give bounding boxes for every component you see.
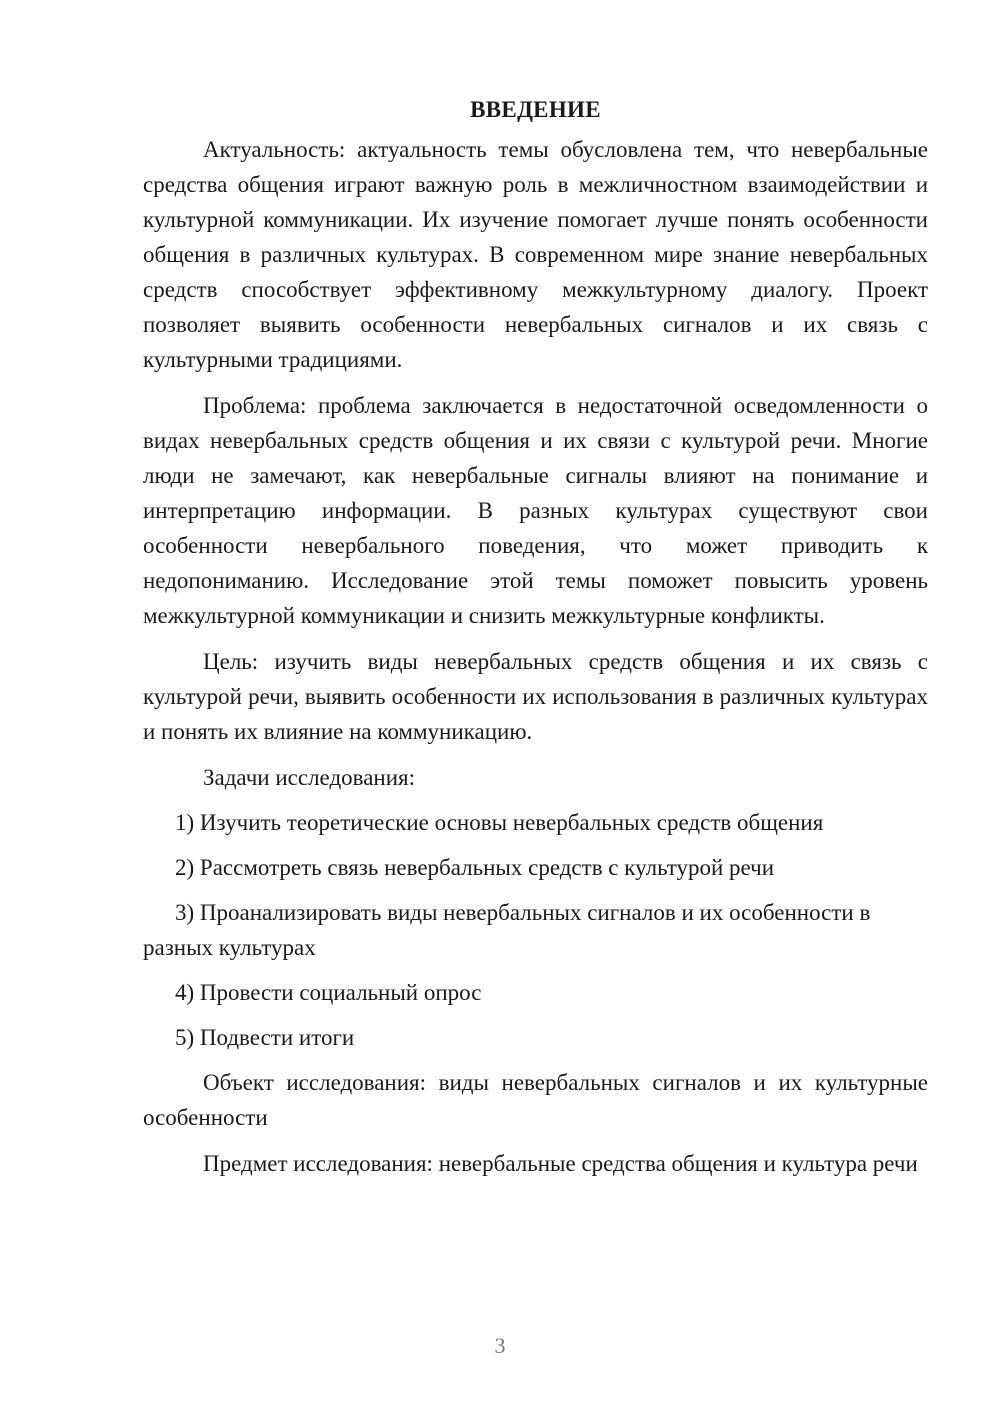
- page-title: ВВЕДЕНИЕ: [470, 97, 601, 122]
- page-content: [143, 92, 928, 1192]
- task-item-4: 4) Провести социальный опрос: [175, 980, 482, 1005]
- paragraph-goal: Цель: изучить виды невербальных средств общения и их связь с культурой речи, выявить особенности их использования в различных культурах и понять их влияние на коммуникацию.: [143, 649, 928, 744]
- task-item-3: 3) Проанализировать виды невербальных сигналов и их особенности в разных культурах: [143, 900, 871, 960]
- paragraph-subject: Предмет исследования: невербальные средства общения и культура речи: [203, 1151, 918, 1176]
- paragraph-problem: Проблема: проблема заключается в недостаточной осведомленности о видах невербальных средств общения и их связи с культурой речи. Многие люди не замечают, как невербальные сигналы влияют на понимание и интерпретацию информации. В разных культурах существуют свои особенности невербального поведения, что может приводить к недопониманию. Исследование этой темы поможет повысить уровень межкультурной коммуникации и снизить межкультурные конфликты.: [143, 393, 928, 628]
- page-number: 3: [494, 1333, 506, 1358]
- paragraph-relevance: Актуальность: актуальность темы обусловлена тем, что невербальные средства общения играют важную роль в межличностном взаимодействии и культурной коммуникации. Их изучение помогает лучше понять особенности общения в различных культурах. В современном мире знание невербальных средств способствует эффективному межкультурному диалогу. Проект позволяет выявить особенности невербальных сигналов и их связь с культурными традициями.: [143, 137, 928, 372]
- task-item-5: 5) Подвести итоги: [175, 1025, 355, 1050]
- paragraph-object: Объект исследования: виды невербальных сигналов и их культурные особенности: [143, 1070, 928, 1130]
- task-item-2: 2) Рассмотреть связь невербальных средств с культурой речи: [175, 855, 775, 880]
- tasks-heading: Задачи исследования:: [203, 765, 416, 790]
- task-item-1: 1) Изучить теоретические основы невербальных средств общения: [175, 810, 824, 835]
